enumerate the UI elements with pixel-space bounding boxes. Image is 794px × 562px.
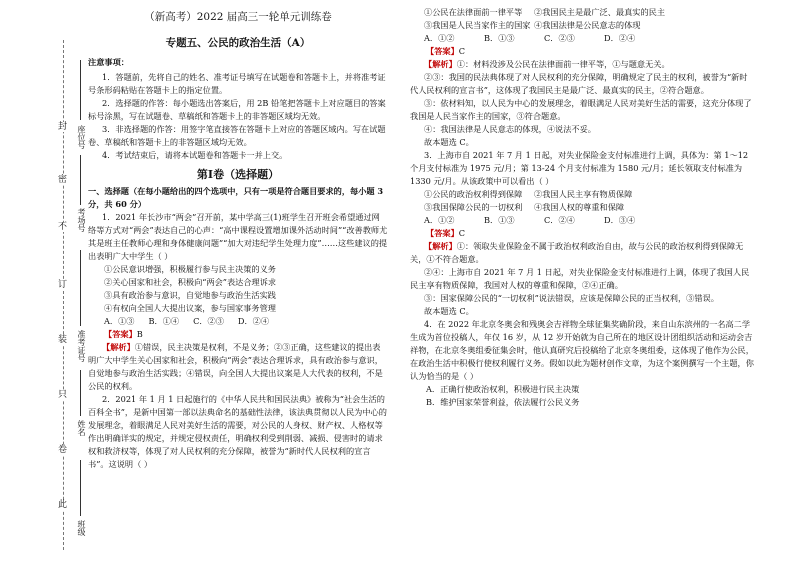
question-2-pick: 故本题选 C。 <box>424 137 474 147</box>
notice-item: 3．非选择题的作答：用签字笔直接答在答题卡上对应的答题区域内。写在试题卷、草稿纸和答题卡上的非答题区域均无效。 <box>88 124 386 147</box>
question-2-option: ③我国是人民当家作主的国家 <box>424 20 531 30</box>
question-1-option: ①公民意识增强，积极履行参与民主决策的义务 <box>104 264 276 274</box>
question-2-explanation: ③：依材料知，以人民为中心的发展理念，着眼满足人民对美好生活的需要，这充分体现了我国是人民当家作主的国家，③符合题意。 <box>410 98 752 121</box>
question-2-explanation: ④：我国法律是人民意志的体现，④说法不妥。 <box>424 124 596 134</box>
question-3-option: ②我国人民主享有物质保障 <box>534 189 633 199</box>
seat-number-label: 座位号 <box>77 125 86 149</box>
choice-b: B．①④ <box>148 316 180 326</box>
question-2-explanation <box>410 58 755 71</box>
choice-b: B．①③ <box>484 215 515 225</box>
choice-a: A．①③ <box>104 316 135 326</box>
question-1-option: ④有权向全国人大提出议案，参与国家事务管理 <box>104 303 276 313</box>
question-3-option: ③我国保障公民的一切权利 <box>424 202 523 212</box>
choice-c: C．②③ <box>193 316 224 326</box>
question-2-choices <box>410 32 755 45</box>
name-line <box>80 370 81 416</box>
binding-gutter <box>0 0 88 562</box>
notice-item: 1．答题前，先将自己的姓名、准考证号填写在试题卷和答题卡上，并将准考证号条形码粘贴在答题卡上的指定位置。 <box>88 72 386 95</box>
question-2-option: ④我国法律是公民意志的体现 <box>534 20 641 30</box>
question-2-option: ①公民在法律面前一律平等 <box>424 7 523 17</box>
question-1-choices <box>88 315 388 328</box>
question-2-answer <box>410 45 755 58</box>
question-3-option-row <box>410 201 755 214</box>
class-line <box>80 460 81 516</box>
question-3-option-row <box>410 188 755 201</box>
question-2-option-row <box>410 6 755 19</box>
choice-c: C．②③ <box>544 33 575 43</box>
explanation-tag: 【解析】 <box>102 342 135 352</box>
question-3-pick: 故本题选 C。 <box>424 306 474 316</box>
explanation-text: ①：领取失业保险金不属于政治权利政治自由，故与公民的政治权利得到保障无关，①不符合题意。 <box>410 241 744 264</box>
gutter-char: 只 <box>58 390 68 400</box>
question-3-option: ④我国人权的尊重和保障 <box>534 202 625 212</box>
gutter-char: 不 <box>58 222 68 232</box>
section-title: 第Ⅰ卷（选择题） <box>196 168 280 181</box>
right-column <box>410 6 755 409</box>
choice-b: B．①③ <box>484 33 515 43</box>
exam-title: （新高考）2022 届高三一轮单元训练卷 <box>144 11 332 23</box>
question-2-explanation: ②③：我国的民法典体现了对人民权利的充分保障，明确规定了民主的权利，被誉为“新时代人民权利的宣言书”，这体现了我国民主是最广泛、最真实的民主，②符合题意。 <box>410 72 748 95</box>
question-3-explanation: ②④：上海市自 2021 年 7 月 1 日起，对失业保险金支付标准进行上调，体现了我国人民民主享有物质保障，我国对人权的尊重和保障，②④正确。 <box>410 267 750 290</box>
question-3-explanation: ③：国家保障公民的“一切权利”说法错误，应该是保障公民的正当权利，③错误。 <box>424 293 719 303</box>
choice-a: A．①② <box>424 33 455 43</box>
choice-d: D．②④ <box>604 33 636 43</box>
gutter-char: 装 <box>58 335 68 345</box>
question-1-option: ②关心国家和社会，积极向“两会”表达合理诉求 <box>104 277 277 287</box>
question-1-answer <box>88 328 388 341</box>
question-1-option: ③具有政治参与意识，自觉地参与政治生活实践 <box>104 290 276 300</box>
admission-number-line <box>80 250 81 326</box>
exam-room-label: 考场号 <box>77 208 86 232</box>
left-column <box>88 0 388 471</box>
question-4-option-a: A．正确行使政治权利，积极进行民主决策 <box>426 384 580 394</box>
answer-value: C <box>458 46 466 56</box>
answer-tag: 【答案】 <box>104 329 137 339</box>
question-3-stem: 3．上海市自 2021 年 7 月 1 日起，对失业保险金支付标准进行上调，具体为：第 1～12 个月支付标准为 1975 元/月；第 13-24 个月支付标准为 1580 元/月；延长领取支付标准为 1330 元/月。从该政策中可以看出（ ） <box>410 150 749 186</box>
exam-room-line <box>80 155 81 205</box>
question-2-option: ②我国民主是最广泛、最真实的民主 <box>534 7 666 17</box>
question-3-option: ①公民的政治权利得到保障 <box>424 189 523 199</box>
explanation-text: ①：材料没涉及公民在法律面前一律平等，①与题意无关。 <box>456 59 670 69</box>
question-4-option-b: B．维护国家荣誉利益，依法履行公民义务 <box>426 397 580 407</box>
class-label: 班级 <box>77 520 86 536</box>
explanation-tag: 【解析】 <box>424 241 457 251</box>
notice-item: 2．选择题的作答：每小题选出答案后，用 2B 铅笔把答题卡上对应题目的答案标号涂黑，写在试题卷、草稿纸和答题卡上的非答题区域均无效。 <box>88 98 386 121</box>
answer-value: B <box>136 329 143 339</box>
exam-subtitle: 专题五、公民的政治生活（A） <box>165 37 311 49</box>
question-4-stem: 4．在 2022 年北京冬奥会和残奥会吉祥物全球征集奖确阶段，来自山东滨州的一名高二学生成为首位投稿人，年仅 16 岁，从 12 岁开始就为自己所在的地区设计团组织活动和运动会吉祥物，在北京冬奥组委征集会时，他认真研究后投稿给了北京冬奥组委，这体现了他作为公民，在政治生活中积极行使权利履行义务。假如以此为题材创作文章，为这个案例撰写一个主题，你认为恰当的是（ ） <box>410 319 754 381</box>
question-3-choices <box>410 214 755 227</box>
choice-a: A．①② <box>424 215 455 225</box>
choice-c: C．②④ <box>544 215 575 225</box>
question-1-stem: 1．2021 年长沙市“两会”召开前，某中学高三(1)班学生召开班会希望通过网络等方式对“两会”表达自己的心声：“高中课程设置增加课外活动时间”“改善教师尤其是班主任教师心理和身体健康问题”“加大对违纪学生处理力度”……这些建议的提出表明广大中学生（ ） <box>88 212 388 261</box>
gutter-char: 此 <box>58 500 68 510</box>
notice-header: 注意事项： <box>88 57 129 67</box>
gutter-char: 订 <box>58 280 68 290</box>
binding-line <box>63 40 64 550</box>
explanation-text: ①错误，民主决策是权利，不是义务；②③正确，这些建议的提出表明广大中学生关心国家和社会，积极向“两会”表达合理诉求，具有政治参与意识，自觉地参与政治生活实践；④错误，向全国人大提出议案是人大代表的权利，不是公民的权利。 <box>88 342 383 391</box>
notice-item: 4．考试结束后，请将本试题卷和答题卡一并上交。 <box>102 150 288 160</box>
question-3-explanation <box>410 240 755 266</box>
name-label: 姓名 <box>77 420 86 436</box>
choice-d: D．②④ <box>237 316 270 326</box>
answer-tag: 【答案】 <box>426 46 459 56</box>
gutter-char: 卷 <box>58 445 68 455</box>
gutter-char: 封 <box>58 122 68 132</box>
answer-value: C <box>458 228 466 238</box>
choice-d: D．③④ <box>604 215 636 225</box>
admission-number-label: 准考证号 <box>77 330 86 362</box>
answer-tag: 【答案】 <box>426 228 459 238</box>
gutter-char: 密 <box>58 175 68 185</box>
question-1-explanation <box>88 341 388 393</box>
seat-number-line <box>80 60 81 120</box>
question-2-option-row <box>410 19 755 32</box>
explanation-tag: 【解析】 <box>424 59 457 69</box>
question-2-stem: 2．2021 年 1 月 1 日起施行的《中华人民共和国民法典》被称为“社会生活的百科全书”，是新中国第一部以法典命名的基础性法律，该法典贯彻以人民为中心的发展理念，着眼满足人民对美好生活的需要，对公民的人身权、财产权、人格权等作出明确详实的规定，并规定侵权责任，明确权利受到削弱、减损、侵害时的请求权和救济权等，体现了对人民权利的充分保障，被誉为“新时代人民权利的宣言书”。这说明（ ） <box>88 394 387 469</box>
section-instructions: 一、选择题（在每小题给出的四个选项中，只有一项是符合题目要求的，每小题 3 分，共 60 分） <box>88 186 384 209</box>
question-3-answer <box>410 227 755 240</box>
